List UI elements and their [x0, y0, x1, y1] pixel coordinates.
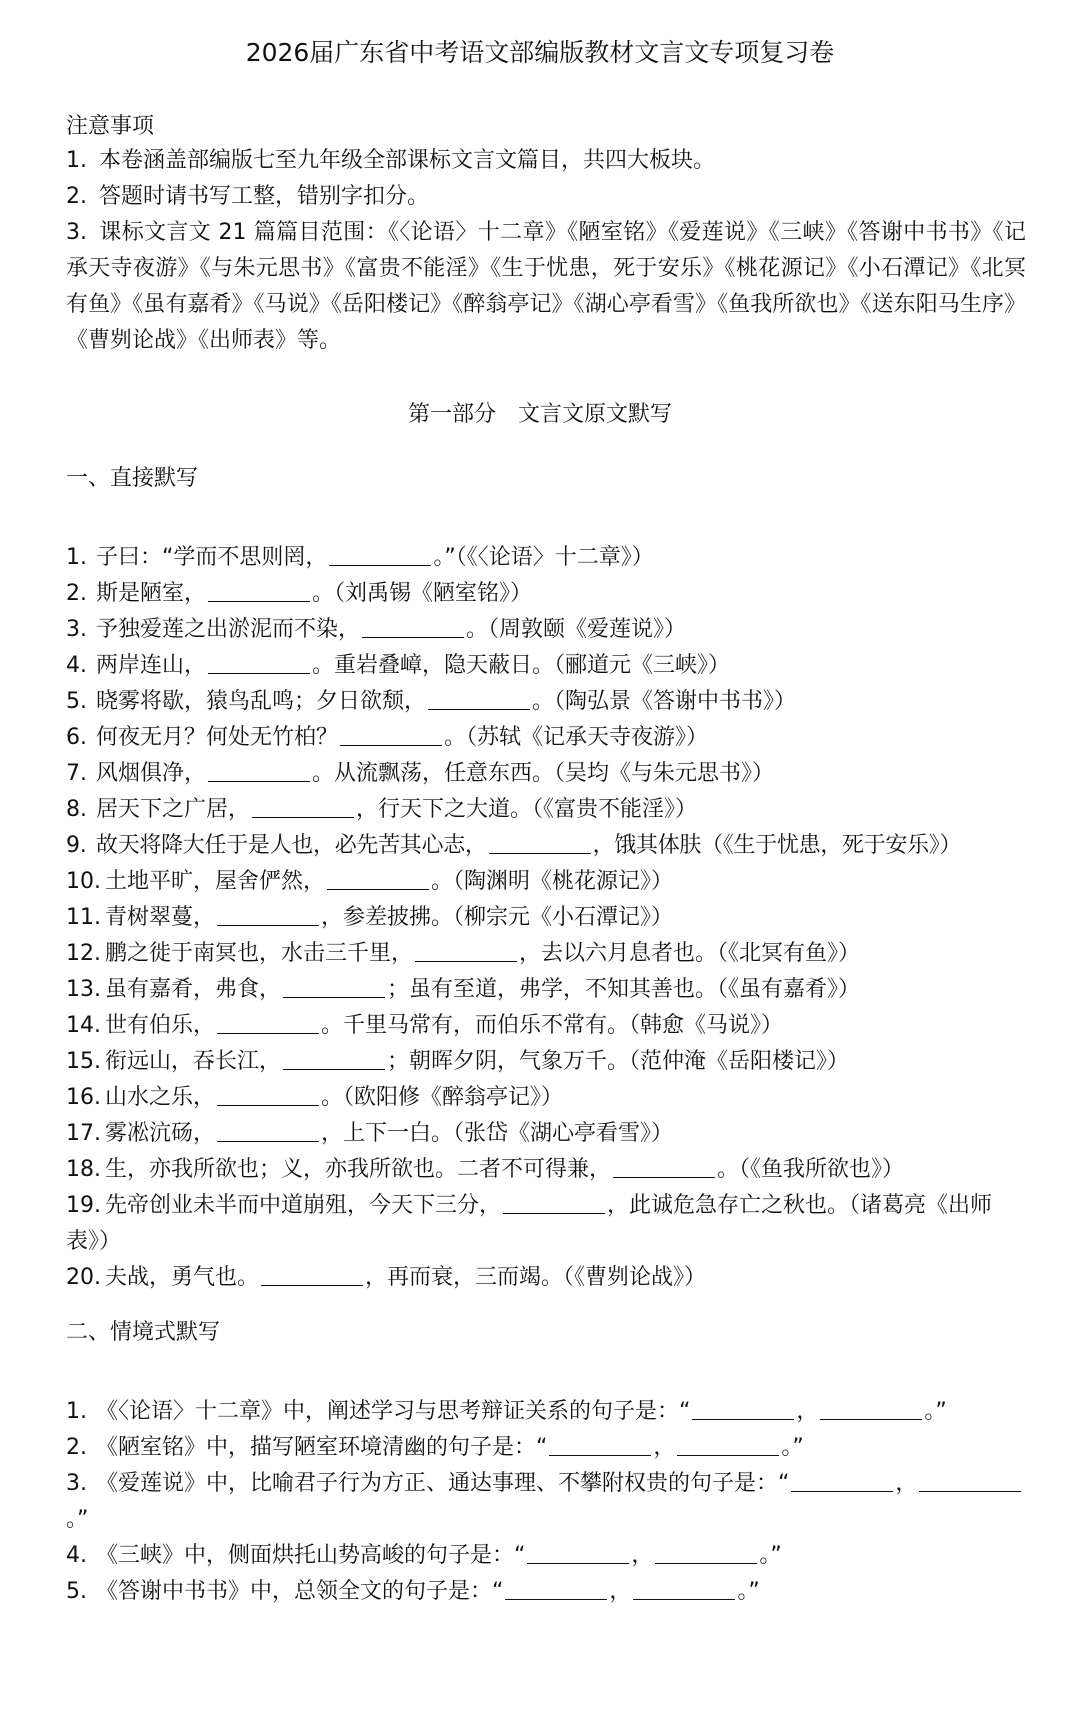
question-text-before: 青树翠蔓，: [105, 905, 216, 930]
answer-blank[interactable]: [791, 1469, 893, 1492]
answer-blank[interactable]: [655, 1541, 757, 1564]
question-text-after: 。”: [759, 1543, 782, 1568]
answer-blank[interactable]: [208, 651, 310, 674]
answer-blank[interactable]: [692, 1397, 794, 1420]
question-row: [66, 1044, 1026, 1080]
question-row: [66, 936, 1026, 972]
question-text-before: 《陋室铭》中，描写陋室环境清幽的句子是：“: [96, 1435, 548, 1460]
question-row: [66, 612, 1026, 648]
question-number: 5.: [66, 1579, 87, 1604]
question-text-before: 风烟俱净，: [96, 761, 207, 786]
question-separator: ，: [796, 1399, 819, 1424]
question-number: 13.: [66, 977, 101, 1002]
question-number: 5.: [66, 689, 87, 714]
question-text-before: 《三峡》中，侧面烘托山势高峻的句子是：“: [96, 1543, 526, 1568]
question-row: [66, 1538, 1026, 1574]
question-number: 4.: [66, 653, 87, 678]
question-text-before: 《答谢中书书》中，总领全文的句子是：“: [96, 1579, 504, 1604]
question-text-before: 何夜无月？何处无竹柏？: [96, 725, 339, 750]
answer-blank[interactable]: [327, 867, 429, 890]
question-text-before: 子曰：“学而不思则罔，: [96, 545, 328, 570]
question-number: 10.: [66, 869, 101, 894]
answer-blank[interactable]: [633, 1577, 735, 1600]
note-text: 答题时请书写工整，错别字扣分。: [99, 184, 430, 209]
question-text-after: 。”: [781, 1435, 804, 1460]
question-text-before: 夫战，勇气也。: [105, 1265, 260, 1290]
question-text-after: ，去以六月息者也。（《北冥有鱼》）: [519, 941, 861, 966]
question-row: [66, 1188, 1026, 1260]
question-number: 20.: [66, 1265, 101, 1290]
question-row: [66, 900, 1026, 936]
question-text-after: ；虽有至道，弗学，不知其善也。（《虽有嘉肴》）: [387, 977, 861, 1002]
answer-blank[interactable]: [489, 831, 591, 854]
answer-blank[interactable]: [362, 615, 464, 638]
question-text-after: ，行天下之大道。（《富贵不能淫》）: [356, 797, 698, 822]
question-text-after: 。（陶渊明《桃花源记》）: [431, 869, 674, 894]
question-text-before: 两岸连山，: [96, 653, 207, 678]
answer-blank[interactable]: [505, 1577, 607, 1600]
question-text-before: 虽有嘉肴，弗食，: [105, 977, 282, 1002]
question-text-after: 。（周敦颐《爱莲说》）: [466, 617, 687, 642]
question-text-after: 。”（《〈论语〉十二章》）: [433, 545, 654, 570]
answer-blank[interactable]: [677, 1433, 779, 1456]
notes-heading: 注意事项: [66, 114, 155, 139]
section-title: 一、直接默写: [66, 466, 199, 491]
answer-blank[interactable]: [208, 579, 310, 602]
question-row: [66, 1394, 1026, 1430]
part-title: 第一部分 文言文原文默写: [407, 402, 672, 427]
question-text-after: ；朝晖夕阴，气象万千。（范仲淹《岳阳楼记》）: [387, 1049, 850, 1074]
question-text-after: ，再而衰，三而竭。（《曹刿论战》）: [365, 1265, 707, 1290]
question-text-before: 生，亦我所欲也；义，亦我所欲也。二者不可得兼，: [105, 1157, 612, 1182]
question-text-before: 世有伯乐，: [105, 1013, 216, 1038]
question-text-before: 鹏之徙于南冥也，水击三千里，: [105, 941, 414, 966]
question-number: 3.: [66, 617, 87, 642]
question-number: 7.: [66, 761, 87, 786]
answer-blank[interactable]: [919, 1469, 1021, 1492]
question-text-before: 《爱莲说》中，比喻君子行为方正、通达事理、不攀附权贵的句子是：“: [96, 1471, 790, 1496]
answer-blank[interactable]: [340, 723, 442, 746]
question-row: [66, 540, 1026, 576]
answer-blank[interactable]: [261, 1263, 363, 1286]
note-item: [66, 143, 1026, 179]
answer-blank[interactable]: [252, 795, 354, 818]
question-separator: ，: [895, 1471, 918, 1496]
question-number: 18.: [66, 1157, 101, 1182]
answer-blank[interactable]: [527, 1541, 629, 1564]
question-row: [66, 720, 1026, 756]
answer-blank[interactable]: [428, 687, 530, 710]
question-text-after: 。”: [737, 1579, 760, 1604]
question-row: [66, 1080, 1026, 1116]
question-text-before: 故天将降大任于是人也，必先苦其心志，: [96, 833, 487, 858]
question-number: 3.: [66, 1471, 87, 1496]
question-separator: ，: [653, 1435, 676, 1460]
question-row: [66, 1466, 1026, 1538]
answer-blank[interactable]: [613, 1155, 715, 1178]
note-number: 1.: [66, 148, 87, 173]
note-text: 本卷涵盖部编版七至九年级全部课标文言文篇目，共四大板块。: [99, 148, 716, 173]
question-number: 16.: [66, 1085, 101, 1110]
question-text-before: 予独爱莲之出淤泥而不染，: [96, 617, 361, 642]
section-title: 二、情境式默写: [66, 1320, 221, 1345]
question-row: [66, 1008, 1026, 1044]
question-number: 14.: [66, 1013, 101, 1038]
question-text-after: 。”: [924, 1399, 947, 1424]
question-row: [66, 576, 1026, 612]
question-number: 2.: [66, 581, 87, 606]
note-number: 3.: [66, 220, 87, 245]
question-number: 1.: [66, 1399, 87, 1424]
question-number: 17.: [66, 1121, 101, 1146]
question-text-after: ，此诚危急存亡之秋也。（诸葛亮《出师表》）: [66, 1193, 993, 1254]
question-row: [66, 828, 1026, 864]
question-text-after: 。（刘禹锡《陋室铭》）: [312, 581, 533, 606]
question-text-before: 《〈论语〉十二章》中，阐述学习与思考辩证关系的句子是：“: [96, 1399, 691, 1424]
answer-blank[interactable]: [283, 1047, 385, 1070]
question-row: [66, 1152, 1026, 1188]
question-text-after: 。（陶弘景《答谢中书书》）: [532, 689, 797, 714]
question-text-after: ，参差披拂。（柳宗元《小石潭记》）: [321, 905, 674, 930]
question-row: [66, 648, 1026, 684]
question-text-after: 。从流飘荡，任意东西。（吴均《与朱元思书》）: [312, 761, 775, 786]
question-row: [66, 684, 1026, 720]
question-number: 15.: [66, 1049, 101, 1074]
question-number: 11.: [66, 905, 101, 930]
question-row: [66, 792, 1026, 828]
question-text-before: 斯是陋室，: [96, 581, 207, 606]
answer-blank[interactable]: [329, 543, 431, 566]
note-item: [66, 179, 1026, 215]
answer-blank[interactable]: [415, 939, 517, 962]
document-title: 2026届广东省中考语文部编版教材文言文专项复习卷: [245, 38, 835, 67]
note-number: 2.: [66, 184, 87, 209]
note-text: 课标文言文 21 篇篇目范围：《〈论语〉十二章》《陋室铭》《爱莲说》《三峡》《答谢中书书》《记承天寺夜游》《与朱元思书》《富贵不能淫》《生于忧患，死于安乐》《桃花源记》《小石潭记》《北冥有鱼》《虽有嘉肴》《马说》《岳阳楼记》《醉翁亭记》《湖心亭看雪》《鱼我所欲也》《送东阳马生序》《曹刿论战》《出师表》等。: [66, 220, 1027, 353]
question-text-before: 衔远山，吞长江，: [105, 1049, 282, 1074]
answer-blank[interactable]: [217, 903, 319, 926]
question-number: 9.: [66, 833, 87, 858]
question-text-after: 。”: [66, 1507, 89, 1532]
question-text-before: 先帝创业未半而中道崩殂，今天下三分，: [105, 1193, 502, 1218]
answer-blank[interactable]: [217, 1011, 319, 1034]
answer-blank[interactable]: [820, 1397, 922, 1420]
question-number: 6.: [66, 725, 87, 750]
question-text-before: 山水之乐，: [105, 1085, 216, 1110]
question-text-before: 晓雾将歇，猿鸟乱鸣；夕日欲颓，: [96, 689, 427, 714]
question-text-after: 。（欧阳修《醉翁亭记》）: [321, 1085, 564, 1110]
question-number: 1.: [66, 545, 87, 570]
question-number: 19.: [66, 1193, 101, 1218]
question-text-before: 土地平旷，屋舍俨然，: [105, 869, 326, 894]
question-text-after: 。（《鱼我所欲也》）: [717, 1157, 905, 1182]
question-number: 2.: [66, 1435, 87, 1460]
note-item: [66, 215, 1026, 359]
question-number: 12.: [66, 941, 101, 966]
question-text-before: 雾凇沆砀，: [105, 1121, 216, 1146]
question-number: 8.: [66, 797, 87, 822]
question-separator: ，: [609, 1579, 632, 1604]
question-text-after: 。千里马常有，而伯乐不常有。（韩愈《马说》）: [321, 1013, 784, 1038]
answer-blank[interactable]: [217, 1083, 319, 1106]
question-text-after: 。重岩叠嶂，隐天蔽日。（郦道元《三峡》）: [312, 653, 731, 678]
question-row: [66, 756, 1026, 792]
question-row: [66, 1116, 1026, 1152]
question-row: [66, 864, 1026, 900]
question-row: [66, 972, 1026, 1008]
answer-blank[interactable]: [208, 759, 310, 782]
answer-blank[interactable]: [217, 1119, 319, 1142]
question-text-before: 居天下之广居，: [96, 797, 251, 822]
answer-blank[interactable]: [503, 1191, 605, 1214]
question-row: [66, 1430, 1026, 1466]
question-number: 4.: [66, 1543, 87, 1568]
question-text-after: ，饿其体肤（《生于忧患，死于安乐》）: [592, 833, 962, 858]
answer-blank[interactable]: [283, 975, 385, 998]
question-text-after: 。（苏轼《记承天寺夜游》）: [444, 725, 709, 750]
answer-blank[interactable]: [549, 1433, 651, 1456]
question-separator: ，: [631, 1543, 654, 1568]
question-row: [66, 1260, 1026, 1296]
question-row: [66, 1574, 1026, 1610]
question-text-after: ，上下一白。（张岱《湖心亭看雪》）: [321, 1121, 674, 1146]
